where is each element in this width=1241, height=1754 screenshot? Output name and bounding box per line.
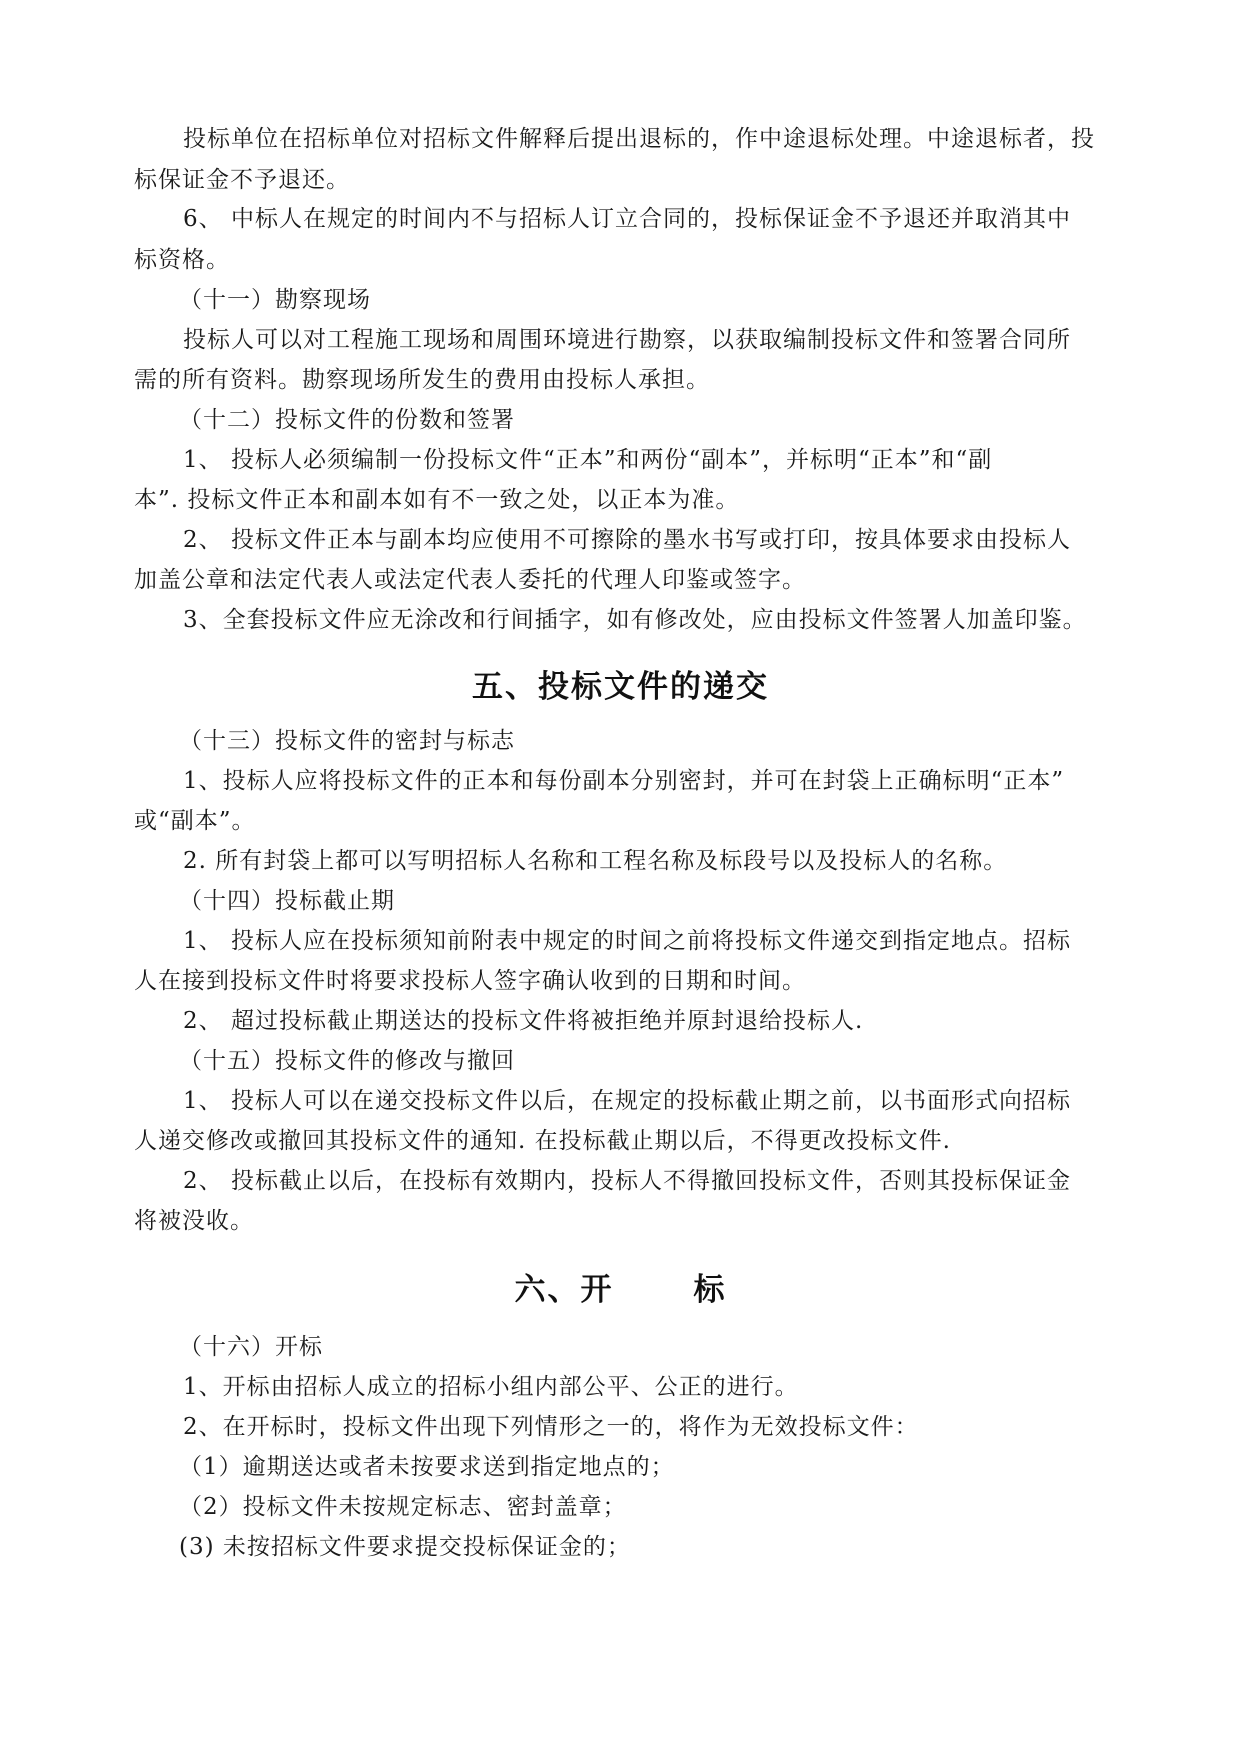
paragraph-line: 1、投标人应将投标文件的正本和每份副本分别密封，并可在封袋上正确标明“正本” <box>183 768 1065 794</box>
paragraph-line: 或“副本”。 <box>134 808 256 834</box>
paragraph-line: 本”. 投标文件正本和副本如有不一致之处，以正本为准。 <box>134 487 740 513</box>
subsection-title: （十三）投标文件的密封与标志 <box>179 728 515 754</box>
list-item: （2）投标文件未按规定标志、密封盖章； <box>179 1494 627 1520</box>
paragraph-line: 1、 投标人应在投标须知前附表中规定的时间之前将投标文件递交到指定地点。招标 <box>183 928 1071 954</box>
paragraph-line: 1、 投标人可以在递交投标文件以后，在规定的投标截止期之前，以书面形式向招标 <box>183 1088 1071 1114</box>
list-item: (3) 未按招标文件要求提交投标保证金的； <box>179 1534 631 1560</box>
paragraph-line: 投标单位在招标单位对招标文件解释后提出退标的，作中途退标处理。中途退标者，投 <box>183 126 1095 152</box>
paragraph-line: 需的所有资料。勘察现场所发生的费用由投标人承担。 <box>134 367 710 393</box>
paragraph-line: 6、 中标人在规定的时间内不与招标人订立合同的，投标保证金不予退还并取消其中 <box>183 206 1071 232</box>
subsection-title: （十一）勘察现场 <box>179 287 371 313</box>
paragraph-line: 2、 投标截止以后，在投标有效期内，投标人不得撤回投标文件，否则其投标保证金 <box>183 1168 1071 1194</box>
paragraph-line: 1、 投标人必须编制一份投标文件“正本”和两份“副本”，并标明“正本”和“副 <box>183 447 993 473</box>
paragraph-line: 2、 超过投标截止期送达的投标文件将被拒绝并原封退给投标人. <box>183 1008 864 1034</box>
paragraph-line: 1、开标由招标人成立的招标小组内部公平、公正的进行。 <box>183 1374 799 1400</box>
paragraph-line: 人在接到投标文件时将要求投标人签字确认收到的日期和时间。 <box>134 968 806 994</box>
subsection-title: （十五）投标文件的修改与撤回 <box>179 1048 515 1074</box>
section-heading-part: 标 <box>693 1272 727 1308</box>
section-heading: 五、投标文件的递交 <box>472 669 769 705</box>
paragraph-line: 标资格。 <box>134 247 230 273</box>
list-item: （1）逾期送达或者未按要求送到指定地点的； <box>179 1454 675 1480</box>
paragraph-line: 标保证金不予退还。 <box>134 167 350 193</box>
paragraph-line: 2. 所有封袋上都可以写明招标人名称和工程名称及标段号以及投标人的名称。 <box>183 848 1008 874</box>
paragraph-line: 3、全套投标文件应无涂改和行间插字，如有修改处，应由投标文件签署人加盖印鉴。 <box>183 607 1087 633</box>
paragraph-line: 人递交修改或撤回其投标文件的通知. 在投标截止期以后，不得更改投标文件. <box>134 1128 951 1154</box>
paragraph-line: 加盖公章和法定代表人或法定代表人委托的代理人印鉴或签字。 <box>134 567 806 593</box>
paragraph-line: 投标人可以对工程施工现场和周围环境进行勘察，以获取编制投标文件和签署合同所 <box>183 327 1071 353</box>
paragraph-line: 2、 投标文件正本与副本均应使用不可擦除的墨水书写或打印，按具体要求由投标人 <box>183 527 1071 553</box>
subsection-title: （十四）投标截止期 <box>179 888 395 914</box>
section-heading-part: 六、开 <box>514 1272 614 1308</box>
paragraph-line: 2、在开标时，投标文件出现下列情形之一的，将作为无效投标文件： <box>183 1414 919 1440</box>
subsection-title: （十二）投标文件的份数和签署 <box>179 407 515 433</box>
subsection-title: （十六）开标 <box>179 1334 323 1360</box>
paragraph-line: 将被没收。 <box>134 1208 254 1234</box>
section-heading <box>0 1270 1241 1310</box>
